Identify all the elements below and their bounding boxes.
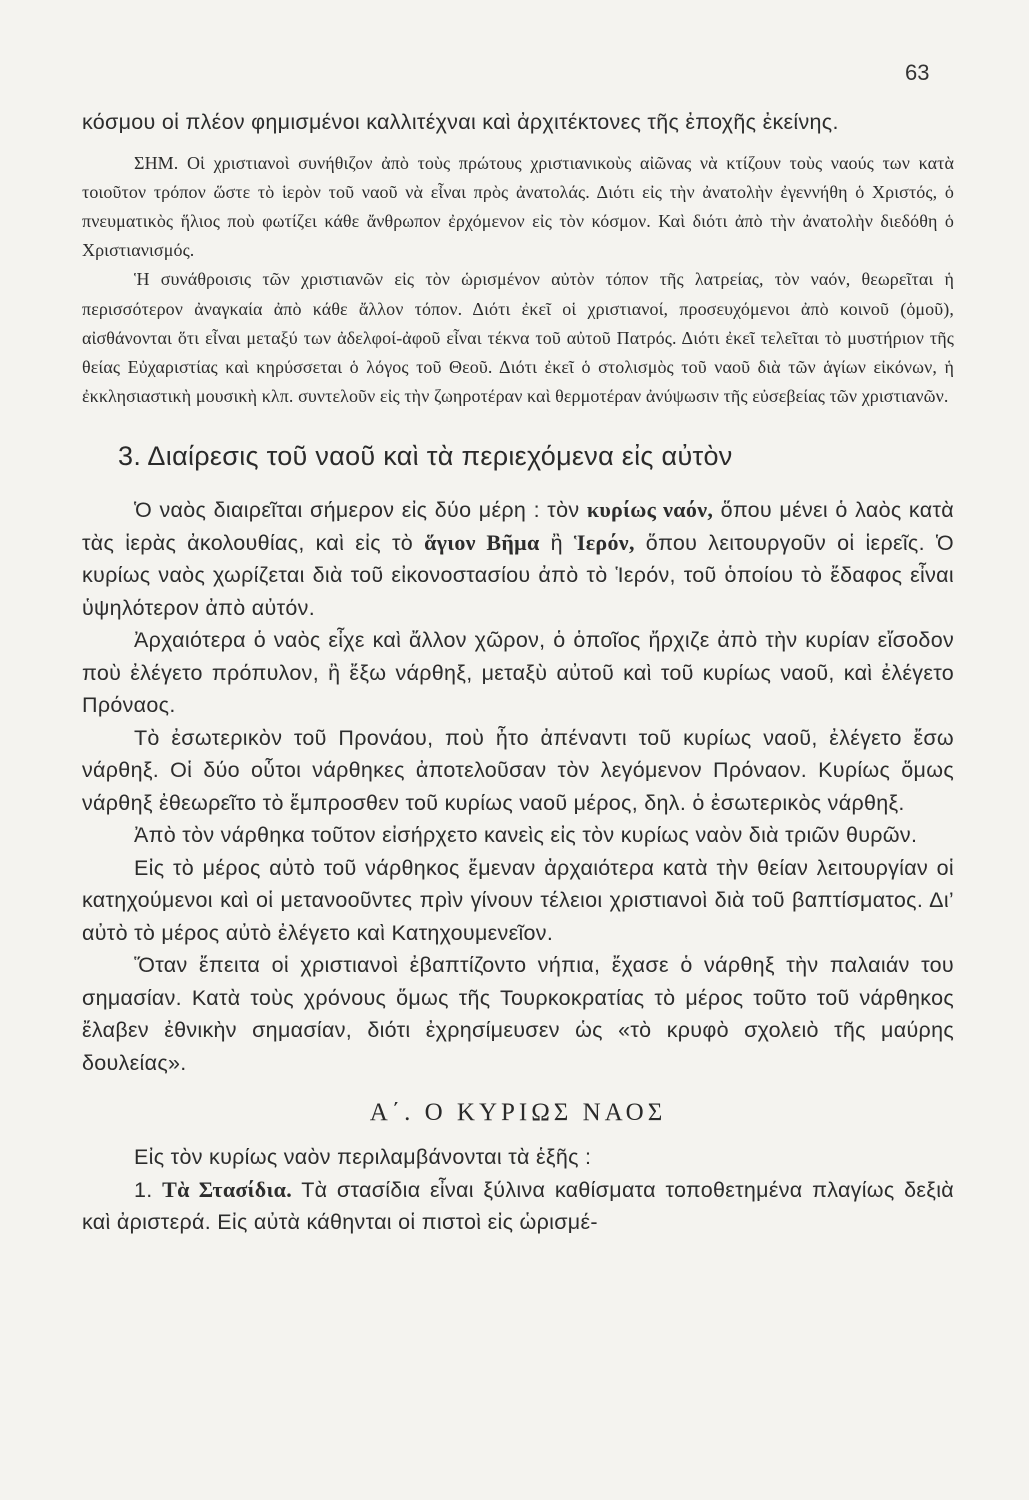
- page-number: 63: [905, 60, 930, 85]
- section-paragraph-6: Ὅταν ἔπειτα οἱ χριστιανοὶ ἐβαπτίζοντο νήπια, ἔχασε ὁ νάρθηξ τὴν παλαιάν του σημασίαν. Κατὰ τοὺς χρόνους ὅμως τῆς Τουρκοκρατίας τὸ μέρος τοῦτο τοῦ νάρθηκος ἔλαβεν ἐθνικὴν σημασίαν, διότι ἐχρησίμευσεν ὡς «τὸ κρυφὸ σχολειὸ τῆς μαύρης δουλείας».: [82, 953, 954, 1075]
- list-item-number: 1.: [134, 1177, 153, 1202]
- text-run: ὅπου λειτουργοῦν οἱ ἱερεῖς. Ὁ κυρίως ναὸς χωρίζεται διὰ τοῦ εἰκονοστασίου ἀπὸ τὸ Ἱερόν, τοῦ ὁποίου τὸ ἔδαφος εἶναι ὑψηλότερον ἀπὸ αὐτόν.: [82, 530, 955, 620]
- list-item: [82, 1174, 954, 1239]
- section-paragraph-4: Ἀπὸ τὸν νάρθηκα τοῦτον εἰσήρχετο κανεὶς εἰς τὸν κυρίως ναὸν διὰ τριῶν θυρῶν.: [134, 823, 918, 848]
- intro-paragraph: κόσμου οἱ πλέον φημισμένοι καλλιτέχναι καὶ ἀρχιτέκτονες τῆς ἐποχῆς ἐκείνης.: [82, 110, 839, 134]
- section-paragraph-3: Τὸ ἐσωτερικὸν τοῦ Προνάου, ποὺ ἦτο ἀπέναντι τοῦ κυρίως ναοῦ, ἐλέγετο ἔσω νάρθηξ. Οἱ δύο οὗτοι νάρθηκες ἀποτελοῦσαν τὸν λεγόμενον Πρόναον. Κυρίως ὅμως νάρθηξ ἐθεωρεῖτο τὸ ἔμπροσθεν τοῦ κυρίως ναοῦ μέρος, δηλ. ὁ ἐσωτερικὸς νάρθηξ.: [82, 725, 954, 815]
- section-heading: 3. Διαίρεσις τοῦ ναοῦ καὶ τὰ περιεχόμενα εἰς αὐτὸν: [118, 441, 733, 472]
- list-item-title: Τὰ Στασίδια.: [162, 1176, 293, 1202]
- note-block: [82, 149, 954, 412]
- text-run: Ὁ ναὸς διαιρεῖται σήμερον εἰς δύο μέρη : τὸν: [134, 498, 587, 523]
- text-run: ἢ: [539, 530, 574, 555]
- term-holy-bema: ἅγιον Βῆμα: [424, 529, 540, 555]
- note-paragraph-1: ΣΗΜ. Οἱ χριστιανοὶ συνήθιζον ἀπὸ τοὺς πρώτους χριστιανικοὺς αἰῶνας νὰ κτίζουν τοὺς ναούς των κατὰ τοιοῦτον τρόπον ὥστε τὸ ἱερὸν τοῦ ναοῦ νὰ εἶναι πρὸς ἀνατολάς. Διότι εἰς τὴν ἀνατολὴν ἐγεννήθη ὁ Χριστός, ὁ πνευματικὸς ἥλιος ποὺ φωτίζει κάθε ἄνθρωπον ἐρχόμενον εἰς τὸν κόσμον. Καὶ διότι ἀπὸ τὴν ἀνατολὴν διεδόθη ὁ Χριστιανισμός.: [82, 152, 954, 261]
- text-run: ὅπου μένει ὁ λαὸς κατὰ τὰς ἱερὰς ἀκολουθίας, καὶ εἰς τὸ: [82, 498, 954, 555]
- page-content: [82, 106, 954, 1239]
- section-paragraph-5: Εἰς τὸ μέρος αὐτὸ τοῦ νάρθηκος ἔμεναν ἀρχαιότερα κατὰ τὴν θείαν λειτουργίαν οἱ κατηχούμενοι καὶ οἱ μετανοοῦντες πρὶν γίνουν τέλειοι χριστιανοὶ διὰ τοῦ βαπτίσματος. Δι’ αὐτὸ τὸ μέρος αὐτὸ ἐλέγετο καὶ Κατηχουμενεῖον.: [82, 855, 954, 945]
- list-item-text: Τὰ στασίδια εἶναι ξύλινα καθίσματα τοποθετημένα πλαγίως δεξιὰ καὶ ἀριστερά. Εἰς αὐτὰ κάθηνται οἱ πιστοὶ εἰς ὡρισμέ-: [82, 1177, 955, 1235]
- sub-paragraph-1: Εἰς τὸν κυρίως ναὸν περιλαμβάνονται τὰ ἑξῆς :: [134, 1145, 592, 1170]
- term-sanctuary: Ἱερόν,: [573, 529, 635, 555]
- term-main-nave: κυρίως ναόν,: [586, 497, 714, 523]
- note-paragraph-2: Ἡ συνάθροισις τῶν χριστιανῶν εἰς τὸν ὡρισμένον αὐτὸν τόπον τῆς λατρείας, τὸν ναόν, θεωρεῖται ἡ περισσότερον ἀναγκαία ἀπὸ κάθε ἄλλον τόπον. Διότι ἐκεῖ οἱ χριστιανοί, προσευχόμενοι ἀπὸ κοινοῦ (ὁμοῦ), αἰσθάνονται ὅτι εἶναι μεταξύ των ἀδελφοί-ἀφοῦ εἶναι τέκνα τοῦ αὐτοῦ Πατρός. Διότι ἐκεῖ τελεῖται τὸ μυστήριον τῆς θείας Εὐχαριστίας καὶ κηρύσσεται ὁ λόγος τοῦ Θεοῦ. Διότι ἐκεῖ ὁ στολισμὸς τοῦ ναοῦ διὰ τῶν ἁγίων εἰκόνων, ἡ ἐκκλησιαστικὴ μουσικὴ κλπ. συντελοῦν εἰς τὴν ζωηροτέραν καὶ θερμοτέραν ἀνύψωσιν τῆς εὐσεβείας τῶν χριστιανῶν.: [82, 269, 954, 407]
- sub-heading: Α΄. Ο ΚΥΡΙΩΣ ΝΑΟΣ: [369, 1099, 667, 1127]
- section-paragraph-2: Ἀρχαιότερα ὁ ναὸς εἶχε καὶ ἄλλον χῶρον, ὁ ὁποῖος ἤρχιζε ἀπὸ τὴν κυρίαν εἴσοδον ποὺ ἐλέγετο πρόπυλον, ἢ ἔξω νάρθηξ, μεταξὺ αὐτοῦ καὶ τοῦ κυρίως ναοῦ, καὶ ἐλέγετο Πρόναος.: [82, 628, 954, 718]
- section-paragraph-1: [82, 494, 954, 624]
